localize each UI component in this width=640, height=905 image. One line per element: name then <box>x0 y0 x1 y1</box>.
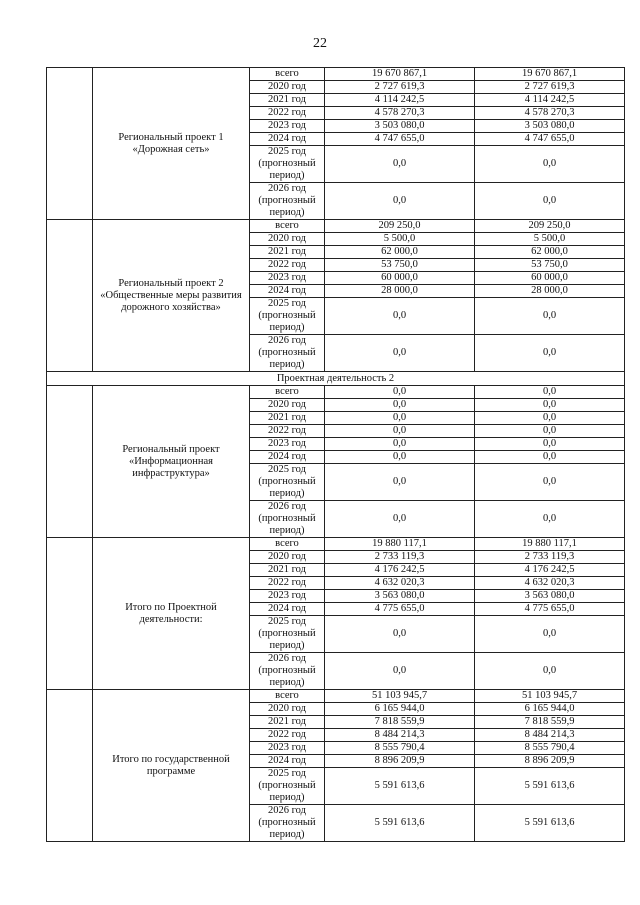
value-cell: 4 632 020,3 <box>325 577 475 590</box>
period-cell: 2023 год <box>250 742 325 755</box>
value-cell: 53 750,0 <box>325 259 475 272</box>
value-cell: 51 103 945,7 <box>325 690 475 703</box>
value-cell: 6 165 944,0 <box>325 703 475 716</box>
period-cell: 2024 год <box>250 451 325 464</box>
value-cell: 2 733 119,3 <box>325 551 475 564</box>
period-cell: всего <box>250 386 325 399</box>
value-cell: 3 563 080,0 <box>325 590 475 603</box>
value-cell: 6 165 944,0 <box>475 703 625 716</box>
period-cell: 2022 год <box>250 107 325 120</box>
period-cell: 2020 год <box>250 551 325 564</box>
period-cell: 2021 год <box>250 564 325 577</box>
period-cell: 2023 год <box>250 272 325 285</box>
value-cell: 0,0 <box>475 653 625 690</box>
value-cell: 8 484 214,3 <box>325 729 475 742</box>
period-cell: 2020 год <box>250 233 325 246</box>
value-cell: 19 670 867,1 <box>325 68 475 81</box>
value-cell: 4 176 242,5 <box>325 564 475 577</box>
section-name: Итого по государственной программе <box>93 690 250 842</box>
period-cell: 2026 год (прогнозный период) <box>250 183 325 220</box>
period-cell: 2020 год <box>250 81 325 94</box>
value-cell: 0,0 <box>325 298 475 335</box>
period-cell: 2025 год (прогнозный период) <box>250 768 325 805</box>
value-cell: 8 555 790,4 <box>325 742 475 755</box>
value-cell: 8 896 209,9 <box>325 755 475 768</box>
period-cell: всего <box>250 220 325 233</box>
period-cell: 2023 год <box>250 590 325 603</box>
period-cell: 2020 год <box>250 703 325 716</box>
value-cell: 0,0 <box>325 335 475 372</box>
value-cell: 0,0 <box>475 412 625 425</box>
table-row <box>47 538 625 551</box>
period-cell: 2025 год (прогнозный период) <box>250 146 325 183</box>
value-cell: 4 578 270,3 <box>325 107 475 120</box>
value-cell: 5 500,0 <box>475 233 625 246</box>
period-cell: 2021 год <box>250 412 325 425</box>
value-cell: 5 591 613,6 <box>325 768 475 805</box>
value-cell: 2 727 619,3 <box>475 81 625 94</box>
value-cell: 0,0 <box>475 425 625 438</box>
value-cell: 60 000,0 <box>325 272 475 285</box>
period-cell: 2024 год <box>250 755 325 768</box>
period-cell: всего <box>250 68 325 81</box>
value-cell: 8 484 214,3 <box>475 729 625 742</box>
value-cell: 7 818 559,9 <box>475 716 625 729</box>
value-cell: 28 000,0 <box>475 285 625 298</box>
funding-table <box>46 67 625 842</box>
value-cell: 19 670 867,1 <box>475 68 625 81</box>
value-cell: 0,0 <box>475 335 625 372</box>
period-cell: 2026 год (прогнозный период) <box>250 653 325 690</box>
value-cell: 4 747 655,0 <box>475 133 625 146</box>
period-cell: 2024 год <box>250 603 325 616</box>
period-cell: всего <box>250 690 325 703</box>
value-cell: 4 176 242,5 <box>475 564 625 577</box>
period-cell: 2021 год <box>250 716 325 729</box>
value-cell: 0,0 <box>325 451 475 464</box>
section-divider-row <box>47 372 625 386</box>
section-divider: Проектная деятельность 2 <box>47 372 625 386</box>
period-cell: 2025 год (прогнозный период) <box>250 298 325 335</box>
section-name: Региональный проект 1 «Дорожная сеть» <box>93 68 250 220</box>
value-cell: 0,0 <box>475 464 625 501</box>
value-cell: 0,0 <box>325 438 475 451</box>
value-cell: 0,0 <box>325 653 475 690</box>
value-cell: 4 114 242,5 <box>325 94 475 107</box>
value-cell: 0,0 <box>475 616 625 653</box>
value-cell: 62 000,0 <box>475 246 625 259</box>
value-cell: 4 114 242,5 <box>475 94 625 107</box>
value-cell: 0,0 <box>325 386 475 399</box>
period-cell: 2021 год <box>250 94 325 107</box>
value-cell: 0,0 <box>325 412 475 425</box>
section-name: Итого по Проектной деятельности: <box>93 538 250 690</box>
value-cell: 0,0 <box>475 386 625 399</box>
table-row <box>47 220 625 233</box>
value-cell: 5 591 613,6 <box>475 805 625 842</box>
value-cell: 0,0 <box>475 399 625 412</box>
period-cell: 2024 год <box>250 285 325 298</box>
period-cell: 2021 год <box>250 246 325 259</box>
value-cell: 5 591 613,6 <box>325 805 475 842</box>
value-cell: 0,0 <box>475 146 625 183</box>
value-cell: 0,0 <box>475 501 625 538</box>
value-cell: 3 503 080,0 <box>325 120 475 133</box>
value-cell: 0,0 <box>325 183 475 220</box>
section-name: Региональный проект 2 «Общественные меры развития дорожного хозяйства» <box>93 220 250 372</box>
value-cell: 8 555 790,4 <box>475 742 625 755</box>
value-cell: 3 503 080,0 <box>475 120 625 133</box>
value-cell: 0,0 <box>325 501 475 538</box>
period-cell: 2025 год (прогнозный период) <box>250 616 325 653</box>
value-cell: 19 880 117,1 <box>325 538 475 551</box>
row-number-cell <box>47 690 93 842</box>
value-cell: 19 880 117,1 <box>475 538 625 551</box>
period-cell: 2023 год <box>250 120 325 133</box>
funding-table-body <box>47 68 625 842</box>
section-name: Региональный проект «Информационная инфраструктура» <box>93 386 250 538</box>
period-cell: 2020 год <box>250 399 325 412</box>
period-cell: 2022 год <box>250 577 325 590</box>
value-cell: 4 578 270,3 <box>475 107 625 120</box>
period-cell: 2023 год <box>250 438 325 451</box>
value-cell: 2 727 619,3 <box>325 81 475 94</box>
value-cell: 51 103 945,7 <box>475 690 625 703</box>
period-cell: 2025 год (прогнозный период) <box>250 464 325 501</box>
table-row <box>47 68 625 81</box>
value-cell: 4 632 020,3 <box>475 577 625 590</box>
period-cell: 2026 год (прогнозный период) <box>250 335 325 372</box>
value-cell: 62 000,0 <box>325 246 475 259</box>
period-cell: 2026 год (прогнозный период) <box>250 805 325 842</box>
page-number: 22 <box>313 36 327 51</box>
value-cell: 209 250,0 <box>475 220 625 233</box>
value-cell: 7 818 559,9 <box>325 716 475 729</box>
value-cell: 0,0 <box>475 438 625 451</box>
value-cell: 4 775 655,0 <box>325 603 475 616</box>
value-cell: 5 500,0 <box>325 233 475 246</box>
period-cell: всего <box>250 538 325 551</box>
table-row <box>47 386 625 399</box>
value-cell: 5 591 613,6 <box>475 768 625 805</box>
period-cell: 2022 год <box>250 259 325 272</box>
row-number-cell <box>47 538 93 690</box>
period-cell: 2022 год <box>250 729 325 742</box>
row-number-cell <box>47 386 93 538</box>
value-cell: 209 250,0 <box>325 220 475 233</box>
period-cell: 2022 год <box>250 425 325 438</box>
row-number-cell <box>47 220 93 372</box>
value-cell: 0,0 <box>475 451 625 464</box>
value-cell: 28 000,0 <box>325 285 475 298</box>
value-cell: 0,0 <box>325 399 475 412</box>
value-cell: 53 750,0 <box>475 259 625 272</box>
value-cell: 0,0 <box>325 146 475 183</box>
value-cell: 4 747 655,0 <box>325 133 475 146</box>
value-cell: 2 733 119,3 <box>475 551 625 564</box>
period-cell: 2026 год (прогнозный период) <box>250 501 325 538</box>
value-cell: 4 775 655,0 <box>475 603 625 616</box>
value-cell: 0,0 <box>325 616 475 653</box>
table-row <box>47 690 625 703</box>
value-cell: 0,0 <box>475 183 625 220</box>
value-cell: 0,0 <box>325 464 475 501</box>
value-cell: 3 563 080,0 <box>475 590 625 603</box>
row-number-cell <box>47 68 93 220</box>
value-cell: 0,0 <box>325 425 475 438</box>
value-cell: 60 000,0 <box>475 272 625 285</box>
period-cell: 2024 год <box>250 133 325 146</box>
value-cell: 8 896 209,9 <box>475 755 625 768</box>
value-cell: 0,0 <box>475 298 625 335</box>
